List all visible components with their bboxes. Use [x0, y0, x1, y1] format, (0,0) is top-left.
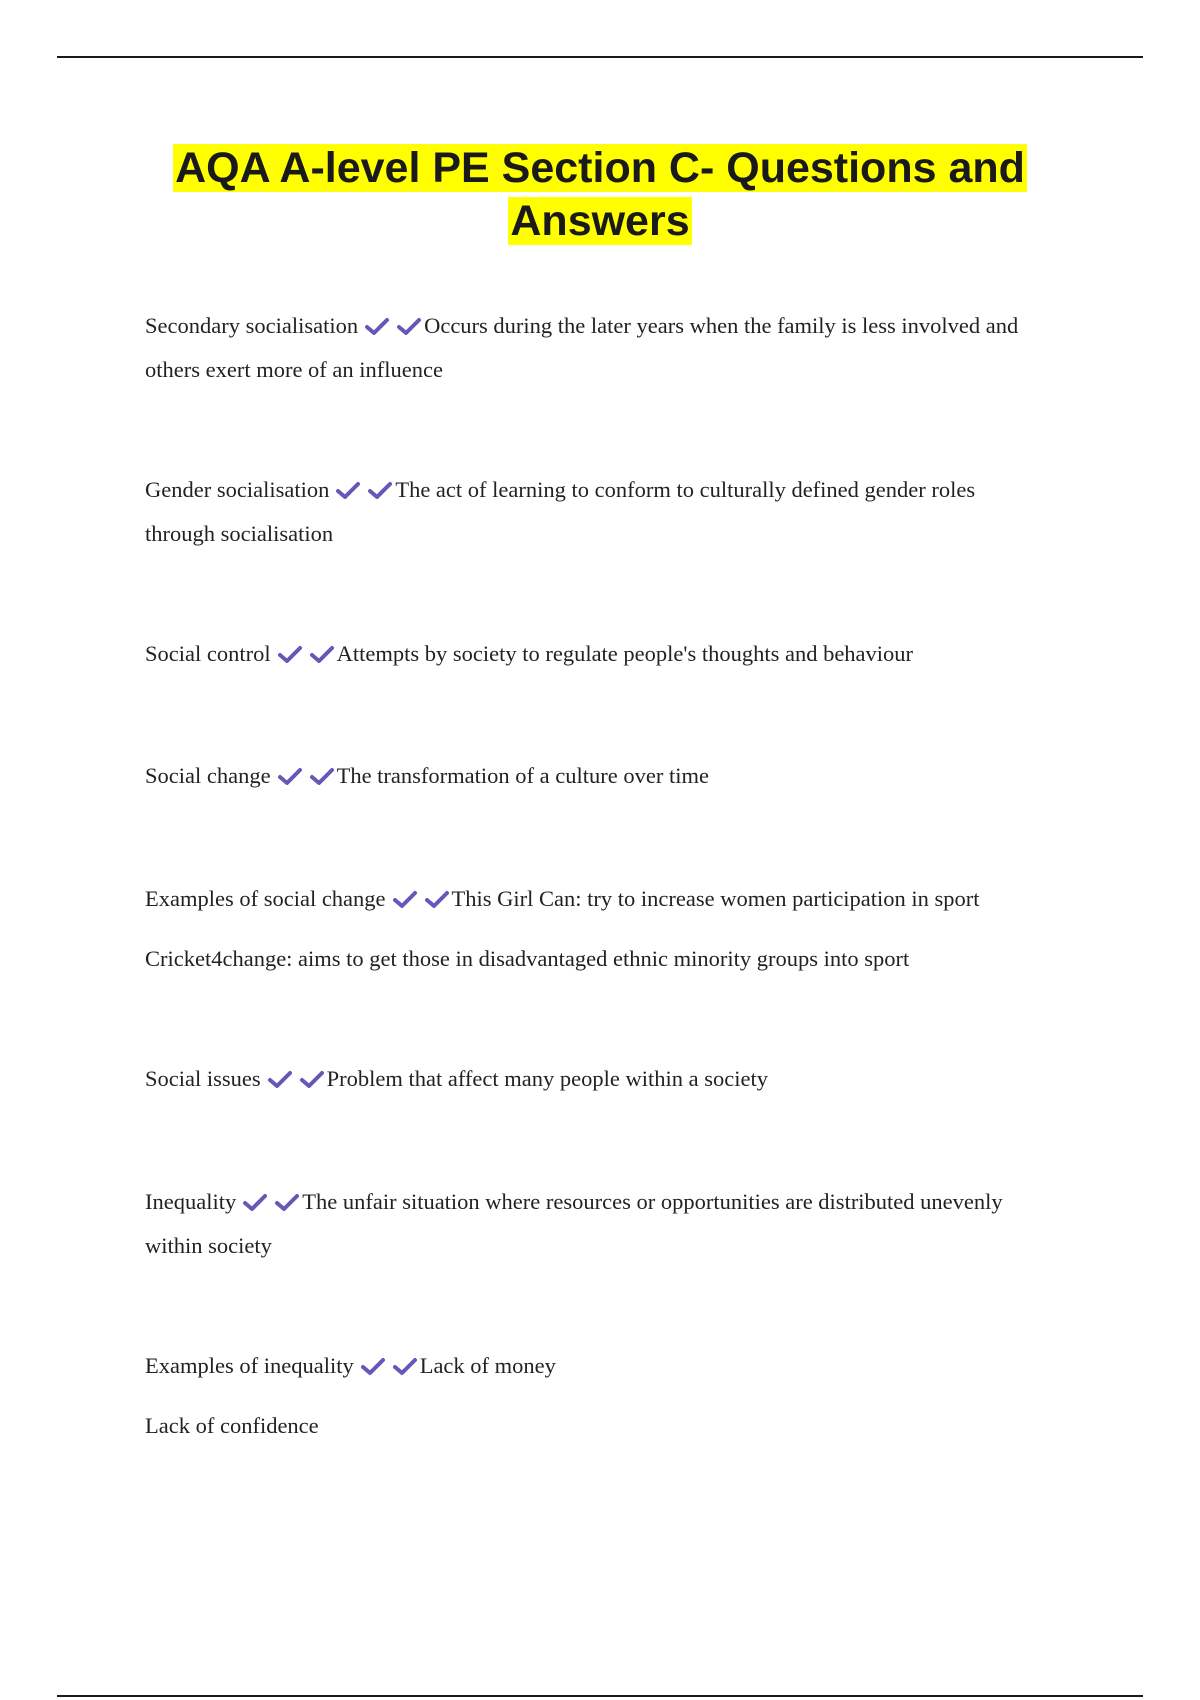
- qa-entry-social-change: [145, 754, 1095, 798]
- qa-entry-social-control: [145, 632, 1095, 676]
- term: Gender socialisation: [145, 477, 330, 502]
- term: Social change: [145, 763, 271, 788]
- qa-entry-examples-of-inequality: [145, 1344, 1095, 1448]
- qa-line: [145, 1057, 1095, 1101]
- answer-extra-line: Lack of confidence: [145, 1413, 319, 1438]
- term: Examples of inequality: [145, 1353, 354, 1378]
- answer: The unfair situation where resources or opportunities are distributed unevenly: [302, 1189, 1003, 1214]
- answer: The act of learning to conform to culturally defined gender roles: [395, 477, 976, 502]
- check-icon: [360, 1356, 386, 1376]
- term: Secondary socialisation: [145, 313, 359, 338]
- qa-entry-secondary-socialisation: [145, 304, 1095, 392]
- document-title: [100, 142, 1100, 248]
- check-icon: [424, 889, 450, 909]
- check-icon: [335, 480, 361, 500]
- check-icon: [277, 644, 303, 664]
- qa-entry-social-issues: [145, 1057, 1095, 1101]
- answer-extra-line: Cricket4change: aims to get those in disadvantaged ethnic minority groups into sport: [145, 946, 910, 971]
- check-icon: [242, 1192, 268, 1212]
- qa-line: [145, 632, 1095, 676]
- bottom-rule: [57, 1695, 1143, 1697]
- answer: Problem that affect many people within a society: [326, 1066, 768, 1091]
- check-icon: [309, 644, 335, 664]
- answer: Lack of money: [419, 1353, 556, 1378]
- title-line-1: AQA A-level PE Section C- Questions and: [175, 144, 1025, 192]
- term: Examples of social change: [145, 886, 386, 911]
- check-icon: [364, 316, 390, 336]
- answer: The transformation of a culture over time: [336, 763, 709, 788]
- answer: This Girl Can: try to increase women participation in sport: [451, 886, 980, 911]
- qa-entry-inequality: [145, 1180, 1095, 1268]
- qa-line: [145, 1180, 1095, 1224]
- qa-list: [145, 304, 1095, 1448]
- answer: Attempts by society to regulate people's thoughts and behaviour: [336, 641, 914, 666]
- qa-line: [145, 304, 1095, 348]
- term: Inequality: [145, 1189, 237, 1214]
- answer-continuation: within society: [145, 1233, 272, 1258]
- check-icon: [267, 1069, 293, 1089]
- qa-entry-gender-socialisation: [145, 468, 1095, 556]
- check-icon: [299, 1069, 325, 1089]
- check-icon: [274, 1192, 300, 1212]
- check-icon: [367, 480, 393, 500]
- check-icon: [392, 889, 418, 909]
- check-icon: [392, 1356, 418, 1376]
- qa-line: [145, 877, 1095, 921]
- term: Social control: [145, 641, 271, 666]
- qa-entry-examples-of-social-change: [145, 877, 1095, 981]
- qa-line: [145, 1344, 1095, 1388]
- answer-continuation: through socialisation: [145, 521, 334, 546]
- check-icon: [277, 766, 303, 786]
- check-icon: [309, 766, 335, 786]
- qa-line: [145, 468, 1095, 512]
- check-icon: [396, 316, 422, 336]
- term: Social issues: [145, 1066, 261, 1091]
- qa-line: [145, 754, 1095, 798]
- answer: Occurs during the later years when the family is less involved and: [424, 313, 1019, 338]
- title-line-2: Answers: [510, 197, 690, 245]
- top-rule: [57, 56, 1143, 58]
- answer-continuation: others exert more of an influence: [145, 357, 443, 382]
